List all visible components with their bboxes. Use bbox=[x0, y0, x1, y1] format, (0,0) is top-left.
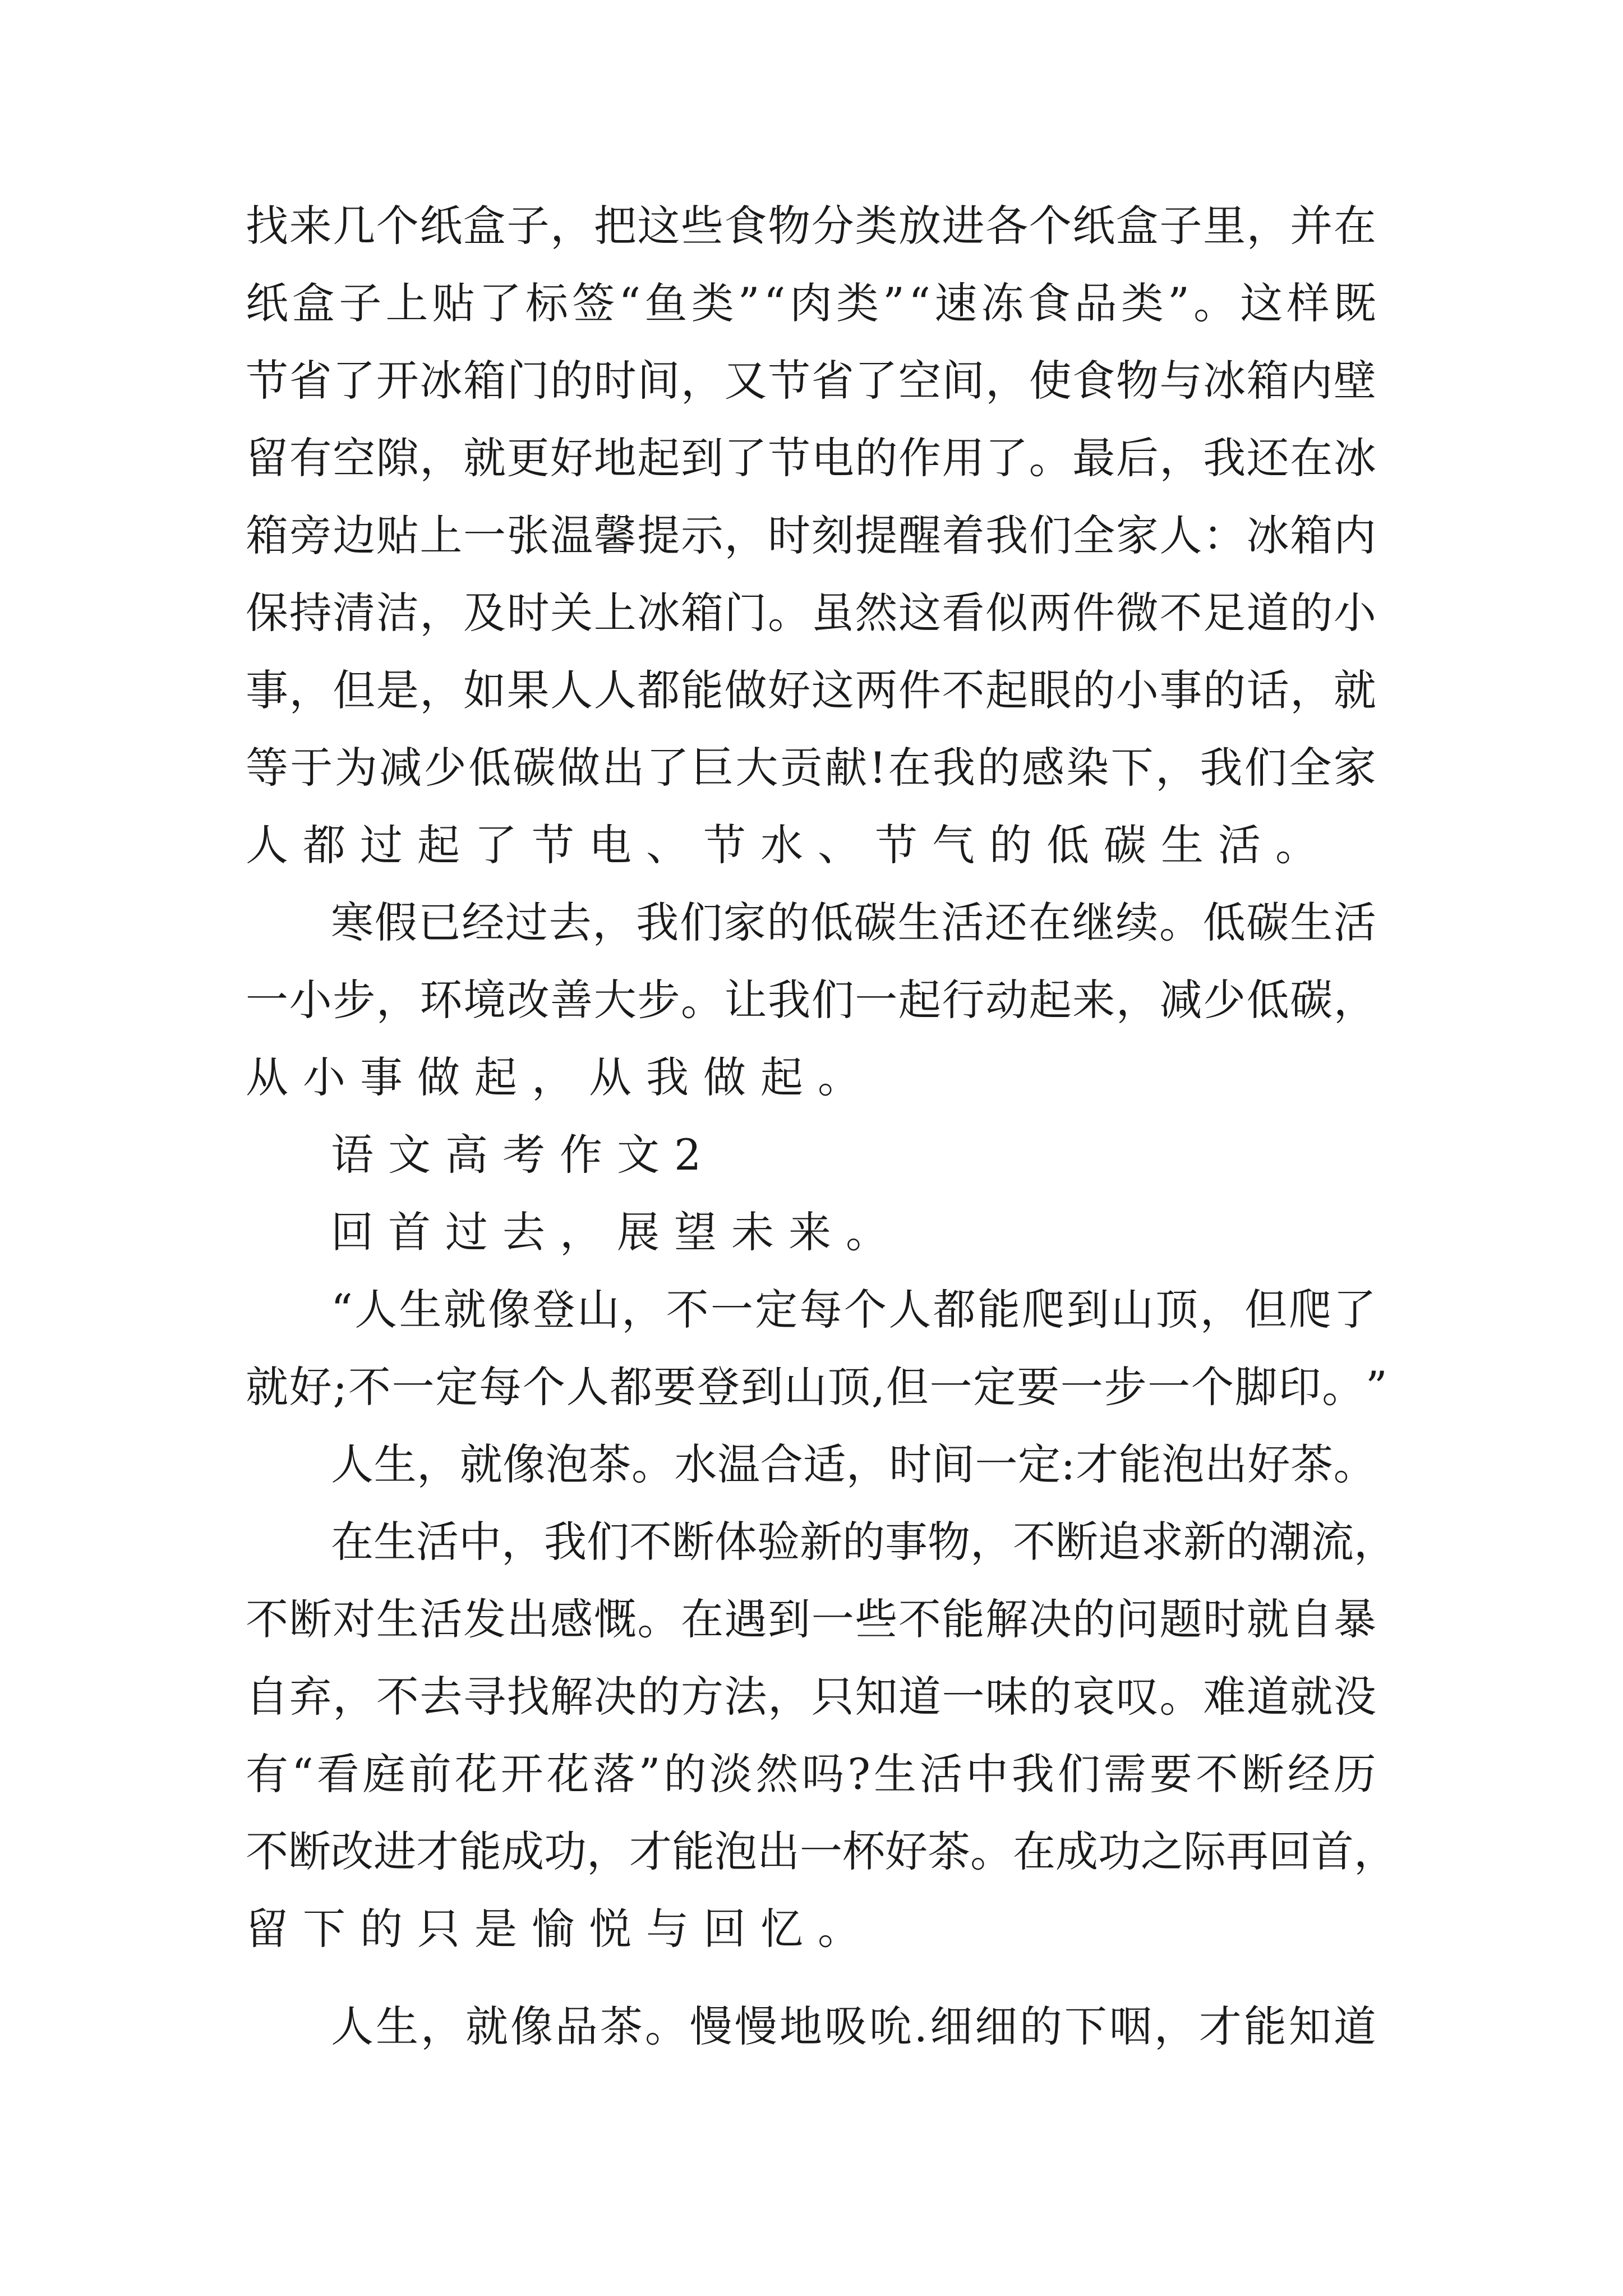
section-heading: 语文高考作文2 bbox=[331, 1130, 716, 1180]
text-line: 人 生 ， 就 像 泡 茶 。 水 温 合 适 ， 时 间 一 定 : 才 能 泡 出 好 茶 。 bbox=[331, 1439, 1376, 1489]
text-line: 人都过起了节电、节水、节气的低碳生活。 bbox=[246, 820, 1332, 870]
text-line: 留 有 空 隙 ， 就 更 好 地 起 到 了 节 电 的 作 用 了 。 最 后 ， 我 还 在 冰 bbox=[246, 433, 1376, 483]
text-line: 事 ， 但 是 ， 如 果 人 人 都 能 做 好 这 两 件 不 起 眼 的 小 事 的 话 ， 就 bbox=[246, 665, 1376, 715]
text-line: 留下的只是愉悦与回忆。 bbox=[246, 1904, 875, 1954]
text-line: 有 “ 看 庭 前 花 开 花 落 ” 的 淡 然 吗 ? 生 活 中 我 们 需 要 不 断 经 历 bbox=[246, 1749, 1376, 1799]
text-line: 不 断 对 生 活 发 出 感 慨 。 在 遇 到 一 些 不 能 解 决 的 问 题 时 就 自 暴 bbox=[246, 1594, 1376, 1644]
text-line: 一 小 步 ， 环 境 改 善 大 步 。 让 我 们 一 起 行 动 起 来 ， 减 少 低 碳 ， bbox=[246, 975, 1376, 1025]
text-line: 寒 假 已 经 过 去 ， 我 们 家 的 低 碳 生 活 还 在 继 续 。 低 碳 生 活 bbox=[331, 898, 1376, 947]
text-line: 在 生 活 中 ， 我 们 不 断 体 验 新 的 事 物 ， 不 断 追 求 新 的 潮 流 ， bbox=[331, 1517, 1396, 1567]
text-line: 纸 盒 子 上 贴 了 标 签 “ 鱼 类 ” “ 肉 类 ” “ 速 冻 食 品 类 ” 。 这 样 既 bbox=[246, 278, 1376, 328]
text-line: 找 来 几 个 纸 盒 子 ， 把 这 些 食 物 分 类 放 进 各 个 纸 盒 子 里 ， 并 在 bbox=[246, 201, 1376, 251]
text-line: 等 于 为 减 少 低 碳 做 出 了 巨 大 贡 献 ! 在 我 的 感 染 下 ， 我 们 全 家 bbox=[246, 743, 1376, 793]
text-line: 节 省 了 开 冰 箱 门 的 时 间 ， 又 节 省 了 空 间 ， 使 食 物 与 冰 箱 内 壁 bbox=[246, 356, 1376, 406]
text-line: 自 弃 ， 不 去 寻 找 解 决 的 方 法 ， 只 知 道 一 味 的 哀 叹 。 难 道 就 没 bbox=[246, 1672, 1376, 1722]
text-line: 人 生 ， 就 像 品 茶 。 慢 慢 地 吸 吮 . 细 细 的 下 咽 ， 才 能 知 道 bbox=[331, 2001, 1376, 2051]
text-line: 就 好 ; 不 一 定 每 个 人 都 要 登 到 山 顶 , 但 一 定 要 一 步 一 个 脚 印 。 ” bbox=[246, 1362, 1387, 1412]
text-line: 保 持 清 洁 ， 及 时 关 上 冰 箱 门 。 虽 然 这 看 似 两 件 微 不 足 道 的 小 bbox=[246, 588, 1376, 638]
text-line: 从小事做起，从我做起。 bbox=[246, 1052, 875, 1102]
text-line: 不 断 改 进 才 能 成 功 ， 才 能 泡 出 一 杯 好 茶 。 在 成 功 之 际 再 回 首 ， bbox=[246, 1826, 1396, 1876]
text-line: 回首过去，展望未来。 bbox=[331, 1207, 903, 1257]
text-line: 箱 旁 边 贴 上 一 张 温 馨 提 示 ， 时 刻 提 醒 着 我 们 全 家 人 ： 冰 箱 内 bbox=[246, 510, 1376, 560]
text-line: “ 人 生 就 像 登 山 ， 不 一 定 每 个 人 都 能 爬 到 山 顶 ， 但 爬 了 bbox=[331, 1285, 1376, 1335]
